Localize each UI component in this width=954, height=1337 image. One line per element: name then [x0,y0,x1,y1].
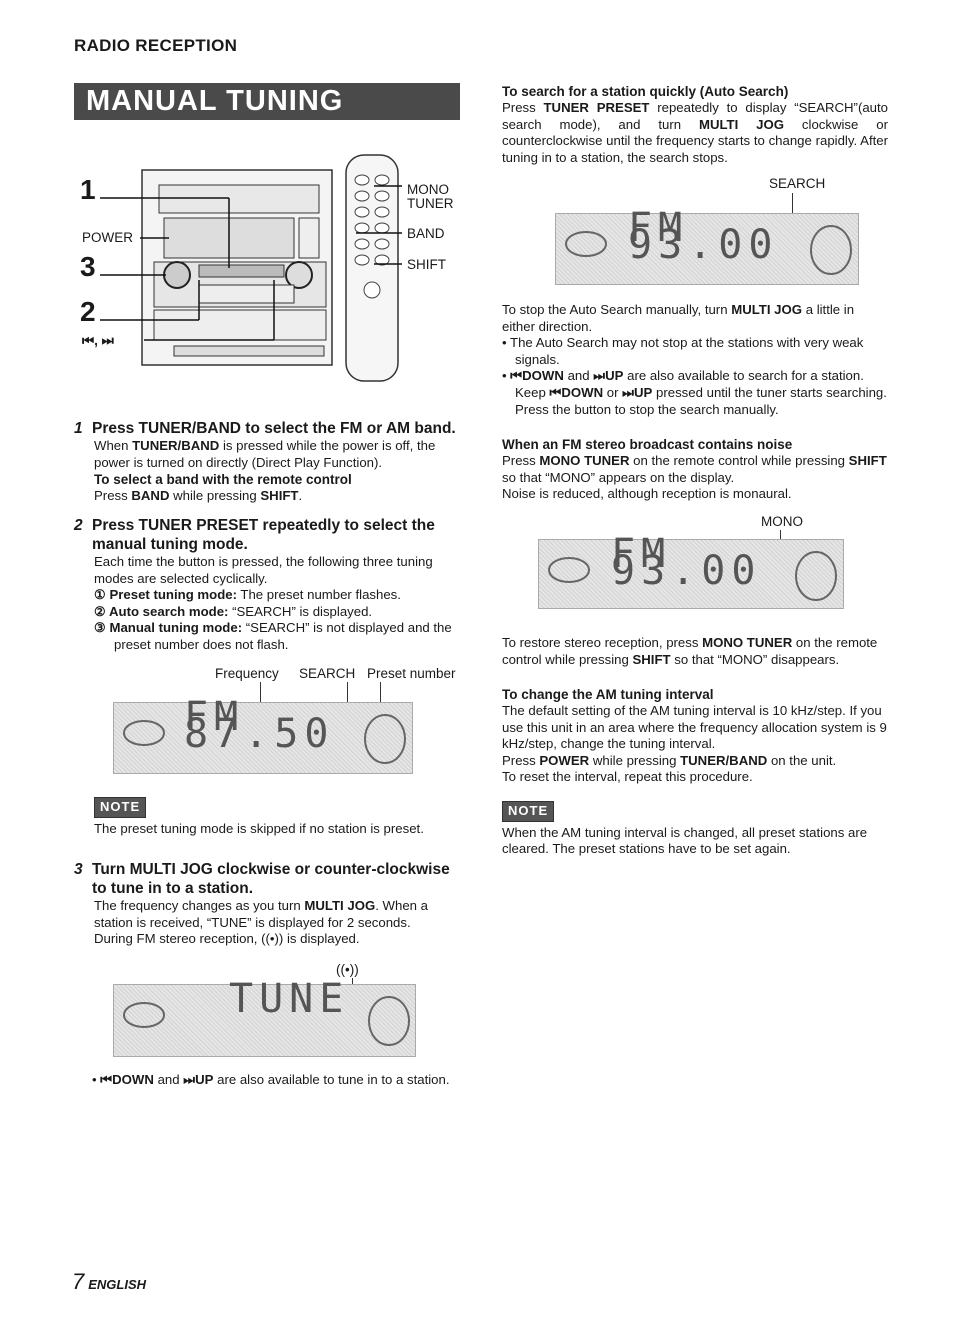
lcd-display-mono: FM 93.00 [538,539,844,609]
am-interval-heading: To change the AM tuning interval [502,687,714,702]
auto-search-section [502,83,888,166]
note-badge: NOTE [94,797,146,818]
step-3 [74,860,464,948]
note-badge-2: NOTE [502,801,554,822]
fm-noise-body: Press MONO TUNER on the remote control while pressing SHIFT so that “MONO” appears on the display. [502,453,887,485]
lcd-display-search: FM 93.00 [555,213,859,285]
lcd-mono-label: MONO [761,514,803,529]
skip-label: ⏮, ⏭ [82,333,114,348]
weak-signal-bullet: • The Auto Search may not stop at the stations with very weak signals. [502,335,864,367]
note-2 [502,801,888,858]
step-1-title: 1 Press TUNER/BAND to select the FM or AM band. [74,420,456,437]
page-title: MANUAL TUNING [74,83,460,120]
skip-search-bullet: • ⏮DOWN and ⏭UP are also available to search for a station. Keep ⏮DOWN or ⏭UP pressed until the tuner starts searching. Press the button to stop the search manually. [502,368,887,417]
fm-noise-section [502,436,888,503]
callout-2: 2 [80,296,96,327]
lcd-search-label: SEARCH [299,666,356,681]
am-interval-body: The default setting of the AM tuning interval is 10 kHz/step. If you use this unit in an area where the frequency allocation system is 9 kHz/step, change the tuning interval. [502,703,887,752]
auto-search-stop [502,302,888,418]
step-3-bullet: • ⏮DOWN and ⏭UP are also available to tune in to a station. [92,1072,450,1087]
step-1-body: When TUNER/BAND is pressed while the power is off, the power is turned on directly (Direct Play Function). [94,438,436,470]
shift-label: SHIFT [407,257,446,272]
band-label: BAND [407,226,445,241]
step-2 [74,516,464,654]
power-label: POWER [82,230,134,245]
callout-1: 1 [80,174,96,205]
lcd-search-label-2: SEARCH [769,176,826,191]
step-2-body: Each time the button is pressed, the following three tuning modes are selected cyclically. [94,554,433,586]
am-interval-reset: To reset the interval, repeat this procedure. [502,769,753,785]
restore-stereo [502,635,888,668]
remote-band-heading: To select a band with the remote control [94,472,352,488]
language-label: ENGLISH [88,1277,147,1292]
auto-search-heading: To search for a station quickly (Auto Search) [502,84,789,99]
auto-search-body: Press TUNER PRESET repeatedly to display “SEARCH”(auto search mode), and turn MULTI JOG clockwise or counterclockwise until the frequency starts to change rapidly. After tuning in to a station, the search stops. [502,100,889,165]
am-interval-press: Press POWER while pressing TUNER/BAND on the unit. [502,752,837,768]
callout-3: 3 [80,251,96,282]
am-interval-section [502,686,888,786]
lcd-display-preset: FM 87.50 [113,702,413,774]
device-illustration [74,150,464,390]
note-1-text: The preset tuning mode is skipped if no station is preset. [94,820,424,836]
stop-text: To stop the Auto Search manually, turn MULTI JOG a little in either direction. [502,302,855,334]
lcd-frequency-label: Frequency [215,666,279,681]
device-figure [74,150,464,390]
step-3-body: The frequency changes as you turn MULTI JOG. When a station is received, “TUNE” is displayed for 2 seconds. [94,898,429,930]
fm-noise-heading: When an FM stereo broadcast contains noise [502,437,793,452]
lcd-display-tune: TUNE [113,984,416,1057]
restore-text: To restore stereo reception, press MONO TUNER on the remote control while pressing SHIFT so that “MONO” disappears. [502,635,878,667]
tuner-label: TUNER [407,196,454,211]
mode-auto-search: ② Auto search mode: “SEARCH” is displayed. [94,603,373,619]
mono-label: MONO [407,182,449,197]
lcd-stereo-label: ((•)) [336,962,359,977]
page-footer [72,1269,147,1294]
fm-noise-body-2: Noise is reduced, although reception is monaural. [502,486,792,502]
page-number: 7 [72,1269,85,1294]
lcd-preset-label: Preset number [367,666,456,681]
mode-preset: ① Preset tuning mode: The preset number flashes. [94,587,401,603]
step-2-title: 2 Press TUNER PRESET repeatedly to select the manual tuning mode. [74,517,435,553]
mode-manual: ③ Manual tuning mode: “SEARCH” is not displayed and the preset number does not flash. [94,620,452,652]
section-header: RADIO RECEPTION [74,36,238,55]
step-1 [74,419,464,505]
step-3-stereo: During FM stereo reception, ((•)) is displayed. [94,931,360,947]
remote-band-body: Press BAND while pressing SHIFT. [94,488,303,504]
note-2-text: When the AM tuning interval is changed, all preset stations are cleared. The preset stations have to be set again. [502,824,868,857]
step-3-title: 3 Turn MULTI JOG clockwise or counter-clockwise to tune in to a station. [74,861,450,897]
note-1 [74,797,464,837]
